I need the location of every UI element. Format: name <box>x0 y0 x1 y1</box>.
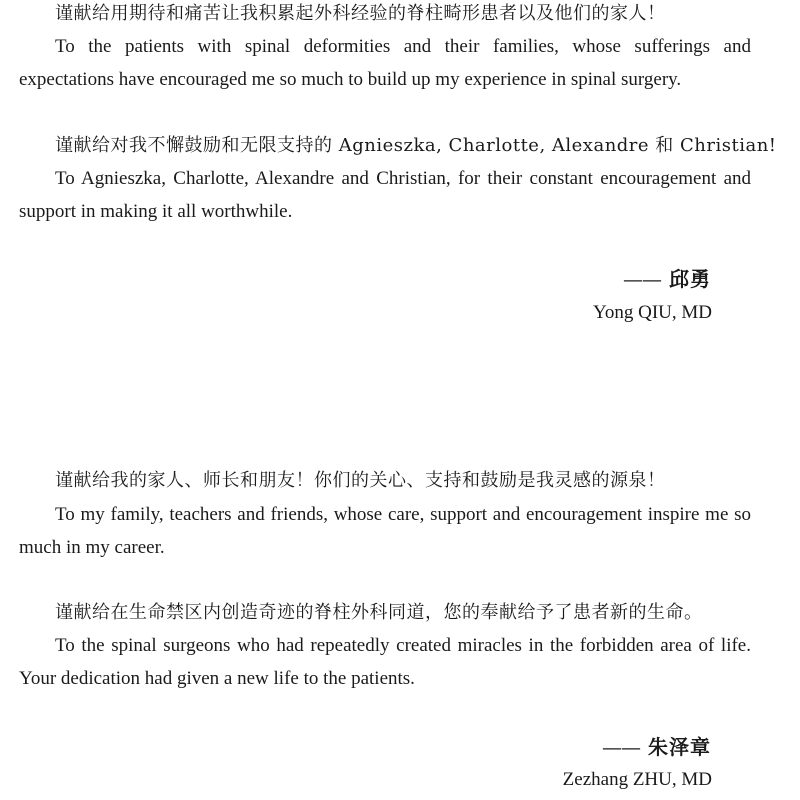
signature-1-chinese-name: 邱勇 <box>669 267 711 291</box>
signature-2-english-name: Zezhang ZHU, MD <box>562 769 712 790</box>
dedication-4-english: To the spinal surgeons who had repeatedly created miracles in the forbidden area of life. Your dedication had given a new life to the patients. <box>19 635 751 689</box>
signature-1-chinese <box>623 263 711 292</box>
signature-2-chinese-name: 朱泽章 <box>648 735 711 759</box>
dedication-1-chinese: 谨献给用期待和痛苦让我积累起外科经验的脊柱畸形患者以及他们的家人！ <box>55 3 666 24</box>
dedication-4-chinese: 谨献给在生命禁区内创造奇迹的脊柱外科同道，您的奉献给予了患者新的生命。 <box>55 602 703 623</box>
signature-1-english-name: Yong QIU, MD <box>593 302 712 323</box>
dedication-2-english: To Agnieszka, Charlotte, Alexandre and Christian, for their constant encouragement and support in making it all worthwhile. <box>19 168 751 222</box>
dedication-2-chinese: 谨献给对我不懈鼓励和无限支持的 Agnieszka, Charlotte, Alexandre 和 Christian! <box>55 135 777 156</box>
dedication-1-english: To the patients with spinal deformities and their families, whose sufferings and expectations have encouraged me so much to build up my experience in spinal surgery. <box>19 36 751 90</box>
dedication-3-chinese: 谨献给我的家人、师长和朋友！你们的关心、支持和鼓励是我灵感的源泉！ <box>55 470 666 491</box>
signature-1-dash: —— <box>623 267 661 291</box>
signature-2-dash: —— <box>602 735 640 759</box>
dedication-3-english: To my family, teachers and friends, whose care, support and encouragement inspire me so much in my career. <box>19 504 751 558</box>
signature-2-chinese <box>602 731 711 760</box>
